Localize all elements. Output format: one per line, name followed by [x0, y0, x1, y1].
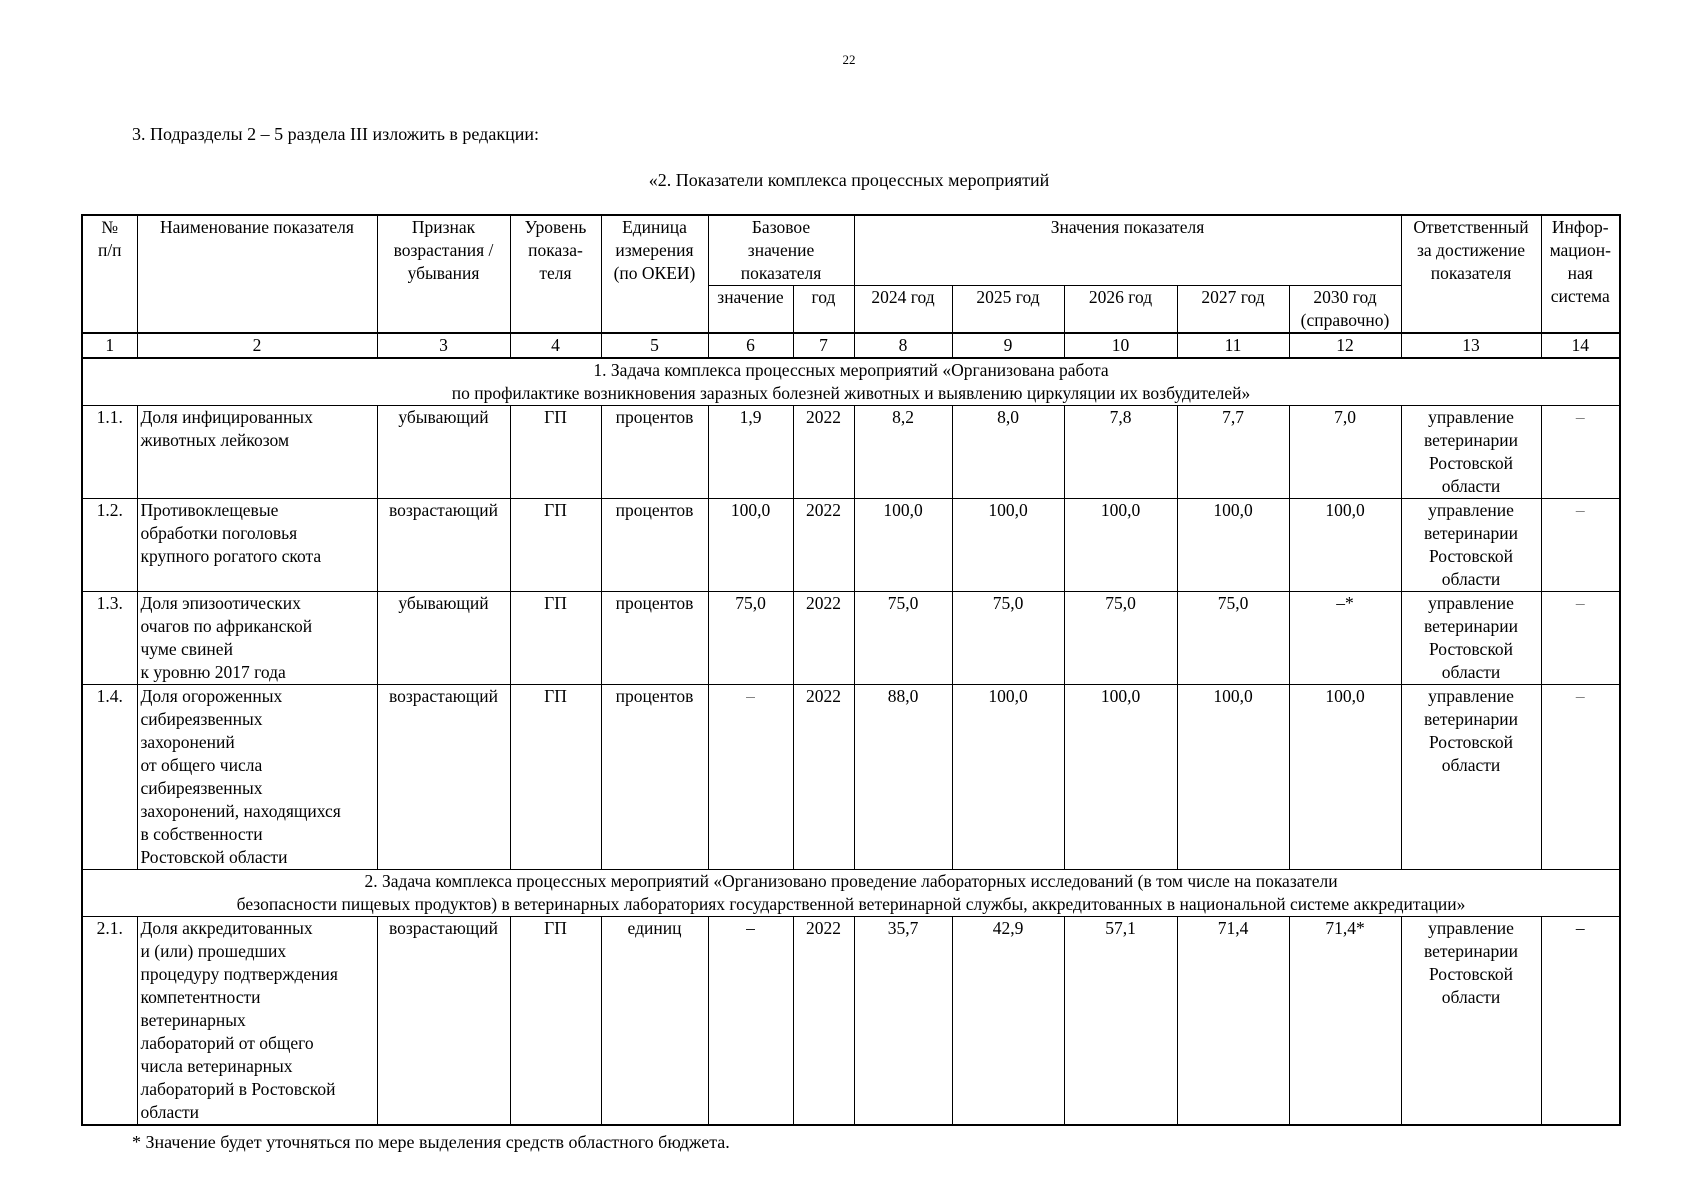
indicators-table: [81, 214, 1621, 1126]
row-num: 1.1.: [82, 406, 137, 499]
section-subtitle: «2. Показатели комплекса процессных мероприятий: [648, 170, 1050, 190]
row-2030: 100,0: [1289, 685, 1401, 870]
header-row: [82, 215, 1620, 286]
row-info-system: –: [1541, 592, 1620, 685]
row-base-value: 100,0: [708, 499, 793, 592]
header-info-system: Инфор- мацион- ная система: [1541, 215, 1620, 333]
header-unit: Единица измерения (по ОКЕИ): [601, 215, 708, 333]
column-number: 9: [952, 333, 1064, 358]
row-info-system: –: [1541, 499, 1620, 592]
row-info-system: –: [1541, 406, 1620, 499]
column-number: 10: [1064, 333, 1177, 358]
row-2025: 100,0: [952, 499, 1064, 592]
row-responsible: управление ветеринарии Ростовской области: [1401, 592, 1541, 685]
row-name: Доля огороженных сибиреязвенных захоронений от общего числа сибиреязвенных захоронений, находящихся в собственности Ростовской области: [137, 685, 377, 870]
header-2024: 2024 год: [854, 286, 952, 334]
table-row: [82, 592, 1620, 685]
row-info-system: –: [1541, 685, 1620, 870]
column-number: 6: [708, 333, 793, 358]
table-row: [82, 406, 1620, 499]
intro-text: 3. Подразделы 2 – 5 раздела III изложить в редакции:: [132, 124, 539, 144]
row-base-value: 1,9: [708, 406, 793, 499]
header-base: Базовое значение показателя: [708, 215, 854, 286]
task-2-title: 2. Задача комплекса процессных мероприятий «Организовано проведение лабораторных исследований (в том числе на показатели безопасности пищевых продуктов) в ветеринарных лабораториях государственной ветеринарной службы, аккредитованных в национальной системе аккредитации»: [82, 870, 1620, 917]
row-unit: процентов: [601, 685, 708, 870]
row-responsible: управление ветеринарии Ростовской области: [1401, 499, 1541, 592]
header-2030: 2030 год (справочно): [1289, 286, 1401, 334]
column-numbers-row: [82, 333, 1620, 358]
row-2024: 88,0: [854, 685, 952, 870]
row-level: ГП: [510, 406, 601, 499]
row-name: Доля инфицированных животных лейкозом: [137, 406, 377, 499]
column-number: 4: [510, 333, 601, 358]
row-2026: 57,1: [1064, 917, 1177, 1126]
task-row-1: [82, 358, 1620, 406]
row-responsible: управление ветеринарии Ростовской области: [1401, 685, 1541, 870]
footnote: * Значение будет уточняться по мере выделения средств областного бюджета.: [132, 1132, 730, 1152]
row-unit: процентов: [601, 499, 708, 592]
row-sign: возрастающий: [377, 499, 510, 592]
row-2030: –*: [1289, 592, 1401, 685]
row-2026: 75,0: [1064, 592, 1177, 685]
row-2026: 100,0: [1064, 685, 1177, 870]
row-name: Доля аккредитованных и (или) прошедших процедуру подтверждения компетентности ветеринарных лабораторий от общего числа ветеринарных лабораторий в Ростовской области: [137, 917, 377, 1126]
row-base-year: 2022: [793, 917, 854, 1126]
row-sign: возрастающий: [377, 685, 510, 870]
row-unit: единиц: [601, 917, 708, 1126]
column-number: 7: [793, 333, 854, 358]
row-base-value: –: [708, 685, 793, 870]
row-unit: процентов: [601, 406, 708, 499]
task-row-2: [82, 870, 1620, 917]
header-base-year: год: [793, 286, 854, 334]
task-1-title: 1. Задача комплекса процессных мероприятий «Организована работа по профилактике возникновения заразных болезней животных и выявлению циркуляции их возбудителей»: [82, 358, 1620, 406]
column-number: 8: [854, 333, 952, 358]
row-responsible: управление ветеринарии Ростовской области: [1401, 406, 1541, 499]
column-number: 1: [82, 333, 137, 358]
row-2030: 71,4*: [1289, 917, 1401, 1126]
row-base-year: 2022: [793, 592, 854, 685]
column-number: 13: [1401, 333, 1541, 358]
header-2025: 2025 год: [952, 286, 1064, 334]
row-2024: 100,0: [854, 499, 952, 592]
row-num: 2.1.: [82, 917, 137, 1126]
row-level: ГП: [510, 499, 601, 592]
row-2027: 71,4: [1177, 917, 1289, 1126]
row-2025: 8,0: [952, 406, 1064, 499]
header-values: Значения показателя: [854, 215, 1401, 286]
row-level: ГП: [510, 685, 601, 870]
header-num: № п/п: [82, 215, 137, 333]
table-row: [82, 499, 1620, 592]
row-2024: 75,0: [854, 592, 952, 685]
row-num: 1.2.: [82, 499, 137, 592]
table-row: [82, 685, 1620, 870]
row-2024: 35,7: [854, 917, 952, 1126]
row-sign: убывающий: [377, 592, 510, 685]
row-base-value: –: [708, 917, 793, 1126]
header-2027: 2027 год: [1177, 286, 1289, 334]
column-number: 14: [1541, 333, 1620, 358]
header-name: Наименование показателя: [137, 215, 377, 333]
column-number: 11: [1177, 333, 1289, 358]
row-sign: убывающий: [377, 406, 510, 499]
row-base-year: 2022: [793, 499, 854, 592]
row-num: 1.4.: [82, 685, 137, 870]
row-name: Доля эпизоотических очагов по африканской чуме свиней к уровню 2017 года: [137, 592, 377, 685]
row-2025: 42,9: [952, 917, 1064, 1126]
column-number: 2: [137, 333, 377, 358]
row-unit: процентов: [601, 592, 708, 685]
table-row: [82, 917, 1620, 1126]
row-2024: 8,2: [854, 406, 952, 499]
row-base-year: 2022: [793, 406, 854, 499]
row-2027: 100,0: [1177, 685, 1289, 870]
row-level: ГП: [510, 917, 601, 1126]
column-number: 3: [377, 333, 510, 358]
row-2026: 100,0: [1064, 499, 1177, 592]
header-2026: 2026 год: [1064, 286, 1177, 334]
page-number: 22: [842, 52, 856, 67]
row-2027: 7,7: [1177, 406, 1289, 499]
row-name: Противоклещевые обработки поголовья крупного рогатого скота: [137, 499, 377, 592]
column-number: 12: [1289, 333, 1401, 358]
row-2026: 7,8: [1064, 406, 1177, 499]
row-info-system: –: [1541, 917, 1620, 1126]
column-number: 5: [601, 333, 708, 358]
row-2027: 75,0: [1177, 592, 1289, 685]
row-level: ГП: [510, 592, 601, 685]
header-responsible: Ответственный за достижение показателя: [1401, 215, 1541, 333]
row-2025: 75,0: [952, 592, 1064, 685]
header-sign: Признак возрастания / убывания: [377, 215, 510, 333]
header-level: Уровень показа- теля: [510, 215, 601, 333]
row-base-value: 75,0: [708, 592, 793, 685]
row-2030: 7,0: [1289, 406, 1401, 499]
row-2030: 100,0: [1289, 499, 1401, 592]
row-2027: 100,0: [1177, 499, 1289, 592]
row-responsible: управление ветеринарии Ростовской области: [1401, 917, 1541, 1126]
row-num: 1.3.: [82, 592, 137, 685]
row-sign: возрастающий: [377, 917, 510, 1126]
row-2025: 100,0: [952, 685, 1064, 870]
header-base-value: значение: [708, 286, 793, 334]
row-base-year: 2022: [793, 685, 854, 870]
